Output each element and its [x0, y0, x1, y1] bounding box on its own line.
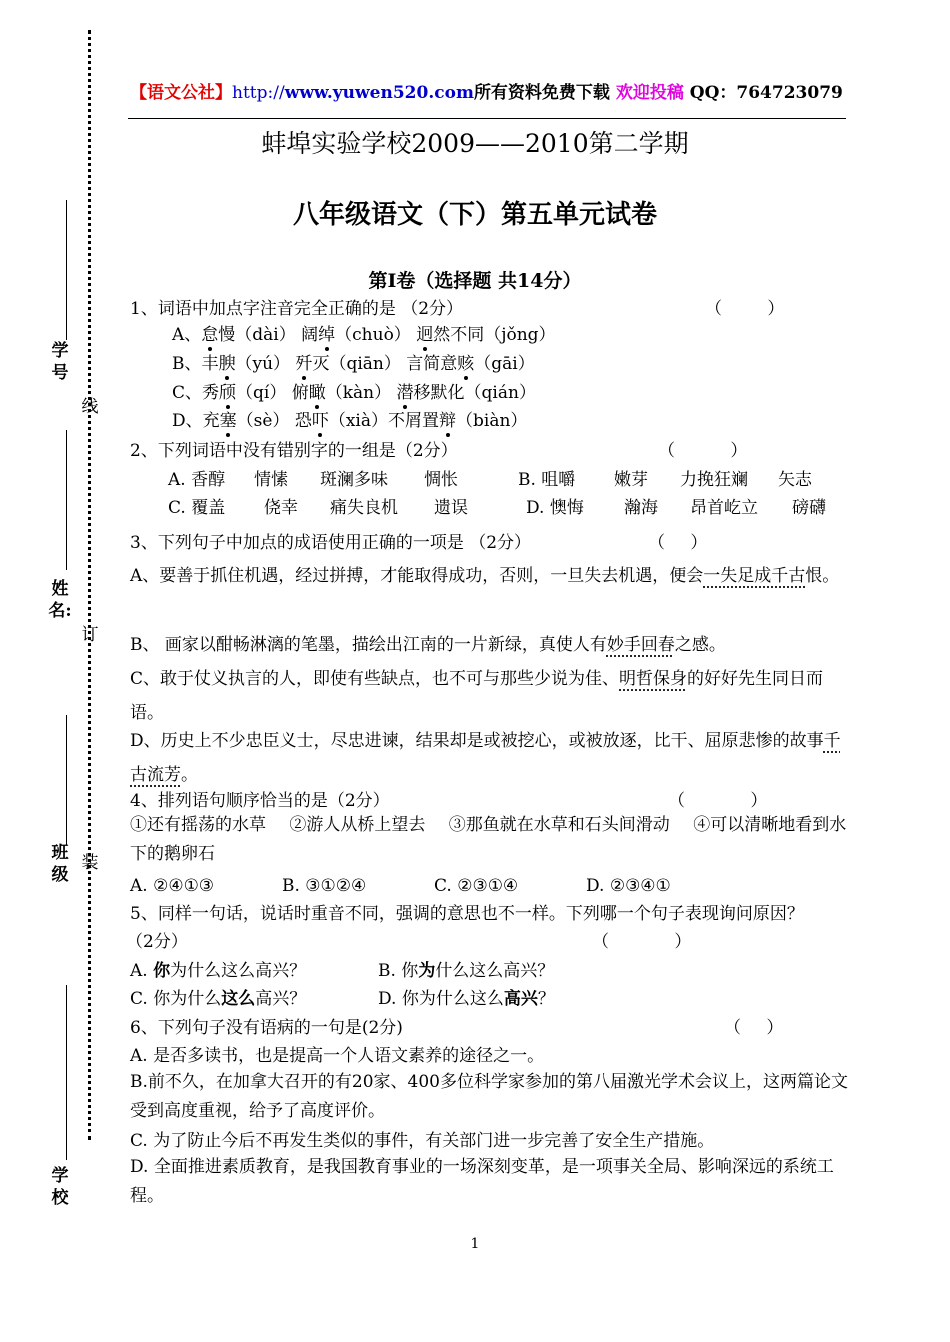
mark-zhuang: 装 [81, 853, 99, 873]
q6-option-b: B.前不久，在加拿大召开的有20家、400多位科学家参加的第八届激光学术会议上，这两篇论文受到高度重视，给予了高度评价。 [130, 1072, 848, 1121]
header-rule [128, 118, 846, 119]
q3-a-idiom: 一失足成千古 [703, 566, 806, 586]
q1-option-b: B、丰腴（yú） 歼灭（qiān） 言简意赅（gāi） [172, 354, 535, 374]
q1-option-a: A、怠慢（dài） 阔绰（chuò） 迥然不同（jǒng） [172, 325, 556, 345]
label-name: 姓名: [48, 579, 72, 621]
label-class: 班级 [51, 843, 69, 885]
q1-option-c: C、秀颀（qí） 俯瞰（kàn） 潜移默化（qián） [172, 383, 536, 403]
label-student-id: 学号 [51, 341, 69, 383]
mark-xian: 线 [81, 397, 99, 417]
q3-option-d: D、历史上不少忠臣义士，尽忠进谏，结果却是或被挖心，或被放逐，比干、屈原悲惨的故事千古流芳。 [130, 731, 841, 785]
brand: 【语文公社】 [130, 83, 232, 103]
url-domain[interactable]: www.yuwen520.com [284, 83, 474, 103]
school-line [66, 985, 67, 1160]
q6-option-d: D. 全面推进素质教育，是我国教育事业的一场深刻变革，是一项事关全局、影响深远的系统工程。 [130, 1157, 834, 1206]
q4-paren: （ ） [668, 791, 768, 811]
welcome: 欢迎投稿 [615, 83, 684, 103]
q5-paren: （ ） [592, 932, 692, 952]
q6-paren: （ ） [724, 1018, 784, 1038]
q5-score: （2分） [126, 932, 188, 952]
url-prefix: http:// [232, 83, 285, 103]
q4-stem: 4、排列语句顺序恰当的是（2分） [130, 791, 390, 811]
name-line [66, 430, 67, 570]
q6-stem: 6、下列句子没有语病的一句是(2分) [130, 1018, 403, 1038]
q3-paren: （ ） [648, 533, 708, 553]
watermark-header [130, 78, 850, 103]
free-text: 所有资料免费下载 [473, 83, 610, 103]
section-title: 第I卷（选择题 共14分） [368, 270, 582, 292]
page-number: 1 [470, 1236, 480, 1252]
q4-items: ①还有摇荡的水草 ②游人从桥上望去 ③那鱼就在水草和石头间滑动 ④可以清晰地看到水下的鹅卵石 [130, 815, 847, 864]
q3-option-a: A、要善于抓住机遇，经过拼搏，才能取得成功，否则，一旦失去机遇，便会一失足成千古恨。 [130, 566, 840, 586]
q1-stem: 1、词语中加点字注音完全正确的是 （2分） [130, 299, 464, 319]
exam-title: 八年级语文（下）第五单元试卷 [292, 200, 657, 230]
q6-option-c: C. 为了防止今后不再发生类似的事件，有关部门进一步完善了安全生产措施。 [130, 1131, 715, 1151]
q5-row-2: C. 你为什么这么高兴？ D. 你为什么这么高兴？ [130, 989, 555, 1009]
q2-stem: 2、下列词语中没有错别字的一组是（2分） [130, 441, 458, 461]
label-school: 学校 [51, 1166, 69, 1208]
q5-row-1: A. 你为什么这么高兴？ B. 你为什么这么高兴？ [130, 961, 555, 981]
school-line-title: 蚌埠实验学校2009——2010第二学期 [261, 129, 689, 158]
class-line [66, 715, 67, 845]
q1-option-d: D、充塞（sè） 恐吓（xià）不屑置辩（biàn） [172, 411, 528, 431]
q3-option-b: B、 画家以酣畅淋漓的笔墨，描绘出江南的一片新绿，真使人有妙手回春之感。 [130, 635, 726, 655]
q2-paren: （ ） [658, 441, 748, 461]
q2-row-1: A. 香醇 情愫 斑澜多味 惆怅 B. 咀嚼 嫩芽 力挽狂斓 矢志 [168, 470, 812, 490]
q6-option-a: A. 是否多读书，也是提高一个人语文素养的途径之一。 [130, 1046, 545, 1066]
q3-stem: 3、下列句子中加点的成语使用正确的一项是 （2分） [130, 533, 532, 553]
qq: QQ：764723079 [689, 83, 843, 103]
q5-stem: 5、同样一句话，说话时重音不同，强调的意思也不一样。下列哪一个句子表现询问原因？ [130, 904, 804, 924]
q2-row-2: C. 覆盖 侥幸 痛失良机 遗误 D. 懊悔 瀚海 昂首屹立 磅礴 [168, 498, 826, 518]
mark-ding: 订 [81, 625, 99, 645]
q3-option-c: C、敢于仗义执言的人，即使有些缺点，也不可与那些少说为佳、明哲保身的好好先生同日而语。 [130, 669, 824, 723]
q1-paren: （ ） [705, 299, 785, 319]
q4-options: A. ②④①③ B. ③①②④ C. ②③①④ D. ②③④① [130, 876, 671, 896]
